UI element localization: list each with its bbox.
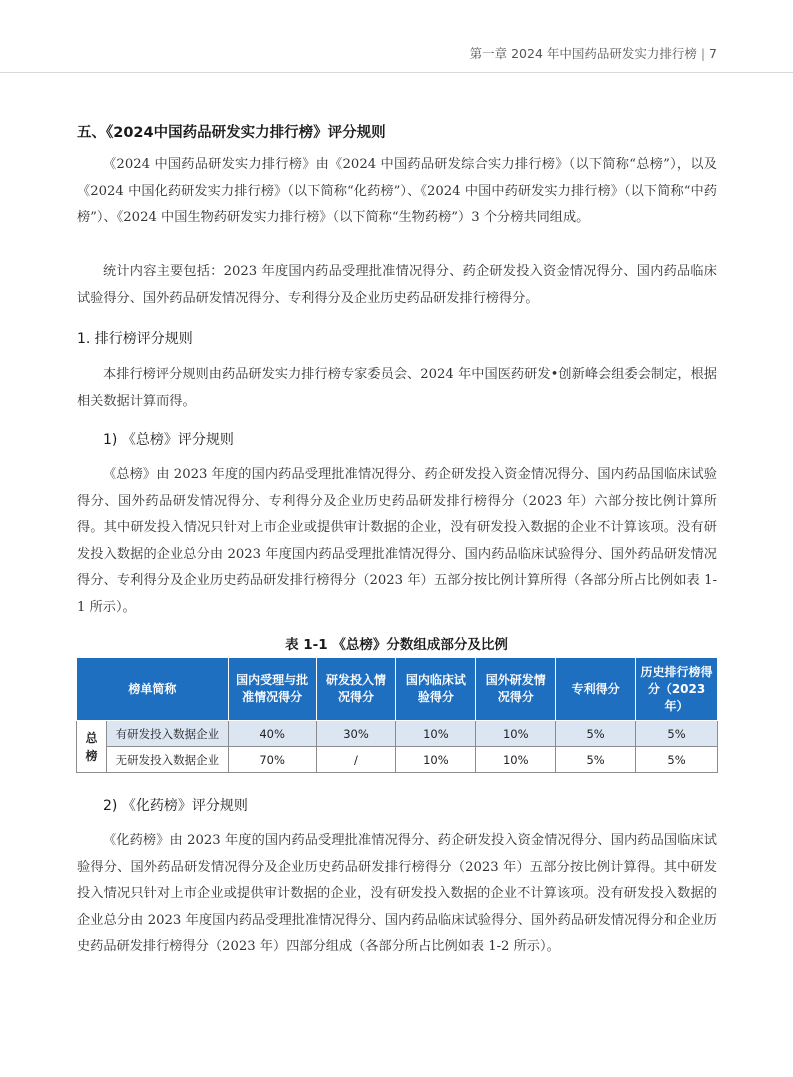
header-cell: 榜单简称 [77,658,229,721]
header-cell: 研发投入情况得分 [316,658,396,721]
chem-list-paragraph: 《化药榜》由 2023 年度的国内药品受理批准情况得分、药企研发投入资金情况得分、国内药品国临床试验得分、国外药品研发情况得分及企业历史药品研发排行榜得分（2023 年）五部分按比例计算得。其中研发投入情况只针对上市企业或提供审计数据的企业，没有研发投入数据的企业不计算该项。没有研发投入数据的企业总分由 2023 年度国内药品受理批准情况得分、国内药品临床试验得分、国外药品研发情况得分和企业历史药品研发排行榜得分（2023 年）四部分组成（各部分所占比例如表 1-2 所示）。 [77,833,717,955]
table-cell: 40% [228,721,316,747]
header-cell: 国内受理与批准情况得分 [228,658,316,721]
table-cell: 10% [476,721,556,747]
table-cell: 10% [396,747,476,773]
table-cell: 10% [396,721,476,747]
running-title: 第一章 2024 年中国药品研发实力排行榜 [469,46,697,61]
table-header-row [77,658,718,721]
scope-paragraph: 统计内容主要包括：2023 年度国内药品受理批准情况得分、药企研发投入资金情况得分、国内药品临床试验得分、国外药品研发情况得分、专利得分及企业历史药品研发排行榜得分。 [77,264,717,306]
table-cell: / [316,747,396,773]
header-cell: 国内临床试验得分 [396,658,476,721]
table-cell: 10% [476,747,556,773]
group-label-cell [77,721,107,773]
table-cell: 5% [556,747,636,773]
table-cell: 5% [636,721,718,747]
header-cell: 专利得分 [556,658,636,721]
total-list-heading: 1) 《总榜》评分规则 [103,432,234,448]
header-divider [0,72,793,73]
table-row [77,721,718,747]
header-separator: | [700,46,710,61]
table-cell: 30% [316,721,396,747]
row-label-cell: 无研发投入数据企业 [106,747,228,773]
table-cell: 5% [556,721,636,747]
table-cell: 70% [228,747,316,773]
group-label: 总榜 [85,730,98,763]
chem-list-heading: 2) 《化药榜》评分规则 [103,798,248,814]
header-cell: 国外研发情况得分 [476,658,556,721]
header-cell: 历史排行榜得分（2023年） [636,658,718,721]
intro-paragraph: 《2024 中国药品研发实力排行榜》由《2024 中国药品研发综合实力排行榜》（以下简称“总榜”），以及《2024 中国化药研发实力排行榜》（以下简称“化药榜”）、《2024 中国中药研发实力排行榜》（以下简称“中药榜”）、《2024 中国生物药研发实力排行榜》（以下简称“生物药榜”）3 个分榜共同组成。 [77,157,717,226]
total-list-paragraph: 《总榜》由 2023 年度的国内药品受理批准情况得分、药企研发投入资金情况得分、国内药品国临床试验得分、国外药品研发情况得分、专利得分及企业历史药品研发排行榜得分（2023 年）六部分按比例计算所得。其中研发投入情况只针对上市企业或提供审计数据的企业，没有研发投入数据的企业不计算该项。没有研发投入数据的企业总分由 2023 年度国内药品受理批准情况得分、国内药品临床试验得分、国外药品研发情况得分、专利得分及企业历史药品研发排行榜得分（2023 年）五部分按比例计算所得（各部分所占比例如表 1-1 所示）。 [77,467,717,615]
rules-heading: 1. 排行榜评分规则 [77,331,193,347]
score-table [76,657,718,773]
table-caption: 表 1-1 《总榜》分数组成部分及比例 [285,637,508,653]
rules-paragraph: 本排行榜评分规则由药品研发实力排行榜专家委员会、2024 年中国医药研发•创新峰会组委会制定，根据相关数据计算而得。 [77,367,717,409]
table-cell: 5% [636,747,718,773]
section-title: 五、《2024中国药品研发实力排行榜》评分规则 [77,125,386,141]
page-number: 7 [709,46,717,61]
row-label-cell: 有研发投入数据企业 [106,721,228,747]
running-header [470,44,717,62]
table-row [77,747,718,773]
